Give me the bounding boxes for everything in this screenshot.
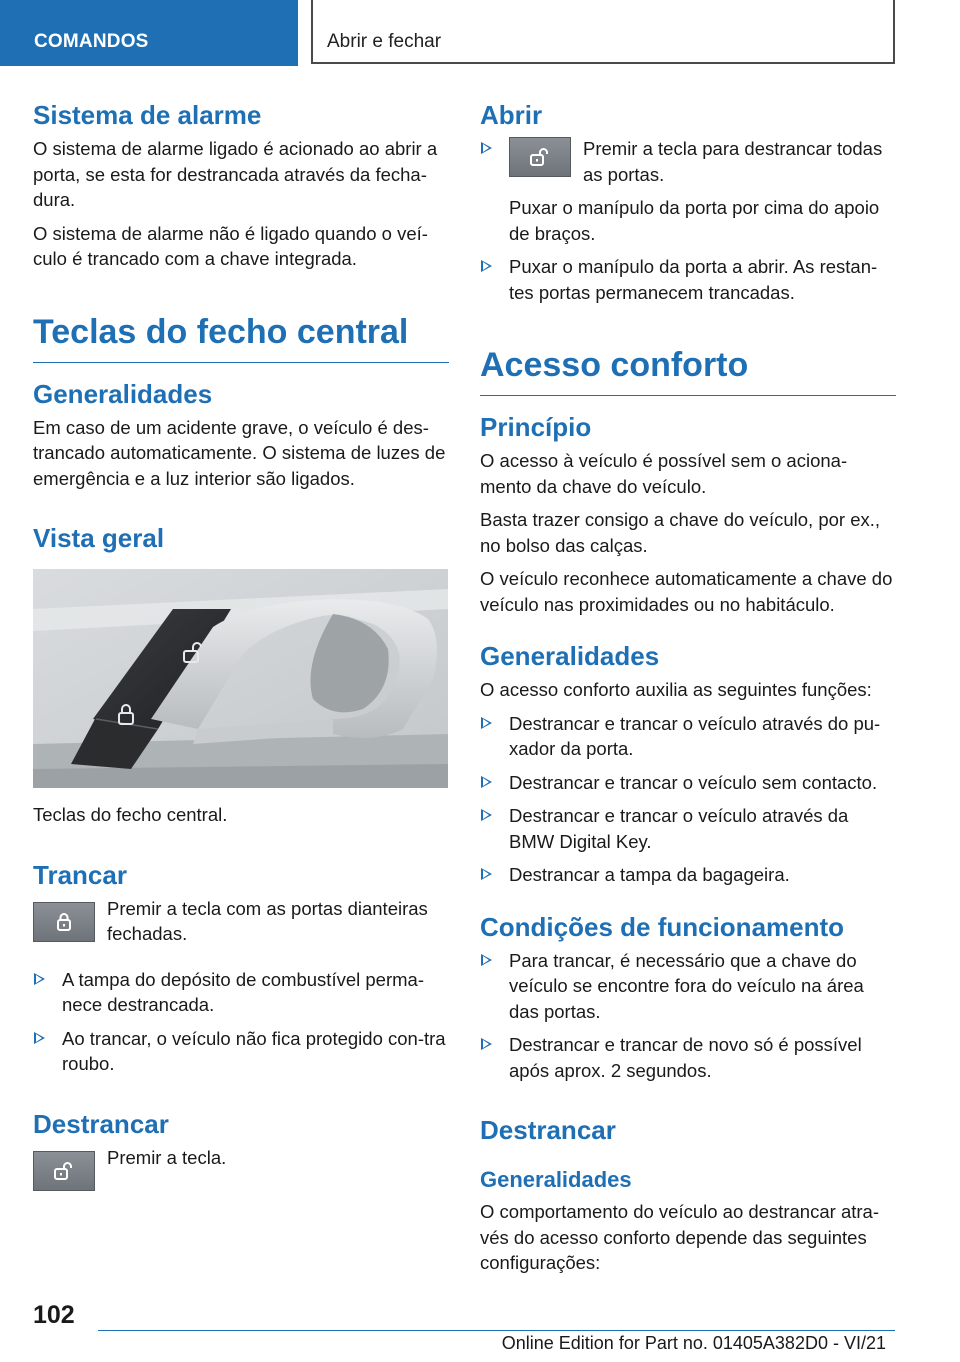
open-step-1-detail: Puxar o manípulo da porta por cima do apoio de braços. (509, 197, 880, 244)
comfort-unlock-heading: Destrancar (480, 1115, 616, 1145)
page-header (0, 0, 960, 66)
comfort-functions-list (480, 711, 896, 888)
triangle-bullet-icon (481, 809, 492, 821)
central-locking-buttons-photo (33, 569, 448, 788)
footer-divider (98, 1330, 895, 1331)
triangle-bullet-icon (481, 142, 492, 154)
triangle-bullet-icon (481, 954, 492, 966)
right-column (480, 98, 896, 1284)
lock-text: Premir a tecla com as portas dianteiras fechadas. (107, 897, 428, 944)
open-step-1-text: Premir a tecla para destrancar todas as portas. (583, 138, 883, 185)
lock-closed-icon (51, 911, 77, 933)
list-item: Destrancar a tampa da bagageira. (480, 862, 896, 888)
lock-notes-list (33, 967, 449, 1077)
lock-instruction (33, 896, 449, 947)
list-item: Destrancar e trancar o veículo sem contacto. (480, 770, 896, 796)
triangle-bullet-icon (481, 776, 492, 788)
list-item: A tampa do depósito de combustível perma‐nece destrancada. (33, 967, 449, 1018)
principle-heading: Princípio (480, 412, 592, 442)
principle-paragraph-3: O veículo reconhece automaticamente a chave do veículo nas proximidades ou no habitáculo. (480, 568, 893, 615)
comfort-unlock-paragraph: O comportamento do veículo ao destrancar atra‐vés do acesso conforto depende das seguintes configurações: (480, 1201, 879, 1273)
conditions-heading: Condições de funcionamento (480, 911, 845, 942)
unlock-button-image (33, 1151, 95, 1191)
unlock-instruction (33, 1145, 449, 1189)
principle-paragraph-2: Basta trazer consigo a chave do veículo, por ex., no bolso das calças. (480, 509, 881, 556)
lock-button-image (33, 902, 95, 942)
comfort-general-heading: Generalidades (480, 641, 660, 671)
conditions-list (480, 948, 896, 1084)
central-locking-heading: Teclas do fecho central (33, 308, 449, 363)
alarm-paragraph-2: O sistema de alarme não é ligado quando o veí‐culo é trancado com a chave integrada. (33, 222, 428, 269)
triangle-bullet-icon (481, 717, 492, 729)
unlock-button-image (509, 137, 571, 177)
general-heading: Generalidades (33, 378, 213, 409)
triangle-bullet-icon (34, 973, 45, 985)
comfort-general-paragraph: O acesso conforto auxilia as seguintes funções: (480, 679, 872, 700)
list-item: Puxar o manípulo da porta a abrir. As restan‐tes portas permanecem trancadas. (480, 254, 896, 305)
open-heading: Abrir (480, 100, 543, 130)
list-item: Ao trancar, o veículo não fica protegido con‐tra roubo. (33, 1026, 449, 1077)
list-item: Destrancar e trancar o veículo através do pu‐xador da porta. (480, 711, 896, 762)
list-item: Para trancar, é necessário que a chave do veículo se encontre fora do veículo na área das portas. (480, 948, 896, 1025)
comfort-access-heading: Acesso conforto (480, 341, 896, 396)
left-column (33, 98, 449, 1195)
triangle-bullet-icon (481, 260, 492, 272)
unlock-text: Premir a tecla. (107, 1146, 227, 1168)
general-paragraph: Em caso de um acidente grave, o veículo é des‐trancado automaticamente. O sistema de luzes de emergência e a luz interior são ligados. (33, 416, 446, 489)
triangle-bullet-icon (481, 868, 492, 880)
chapter-title: Abrir e fechar (311, 0, 895, 64)
overview-heading: Vista geral (33, 523, 165, 553)
comfort-unlock-subheading: Generalidades (480, 1167, 632, 1192)
alarm-heading: Sistema de alarme (33, 100, 262, 130)
unlock-heading: Destrancar (33, 1108, 169, 1139)
lock-heading: Trancar (33, 859, 127, 890)
photo-caption: Teclas do fecho central. (33, 804, 228, 825)
lock-open-icon (527, 146, 553, 168)
list-item: Destrancar e trancar de novo só é possível após aprox. 2 segundos. (480, 1032, 896, 1083)
lock-open-icon (51, 1160, 77, 1182)
edition-text: Online Edition for Part no. 01405A382D0 - VI/21 (501, 1333, 886, 1353)
principle-paragraph-1: O acesso à veículo é possível sem o aciona‐mento da chave do veículo. (480, 450, 848, 497)
section-tab: COMANDOS (0, 0, 298, 66)
list-item: Destrancar e trancar o veículo através da BMW Digital Key. (480, 803, 896, 854)
page-number: 102 (33, 1301, 75, 1329)
open-steps-list (480, 136, 896, 305)
triangle-bullet-icon (481, 1038, 492, 1050)
door-panel-illustration (33, 569, 448, 788)
alarm-paragraph-1: O sistema de alarme ligado é acionado ao abrir a porta, se esta for destrancada através da fecha‐dura. (33, 138, 438, 210)
triangle-bullet-icon (34, 1032, 45, 1044)
list-item (480, 136, 896, 246)
